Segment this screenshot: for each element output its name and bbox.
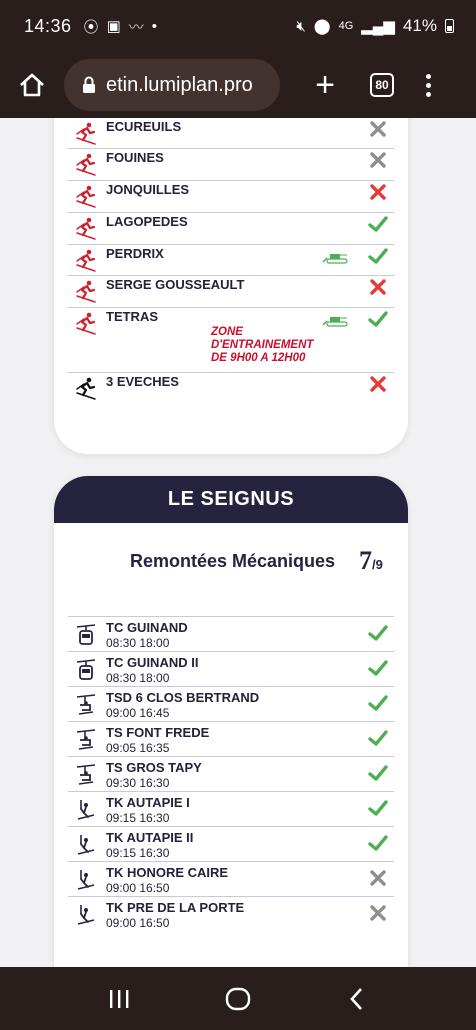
lifts-open-count: 7/9	[359, 546, 383, 575]
lift-row	[68, 756, 394, 791]
gondola-icon	[76, 659, 96, 681]
section-header: LE SEIGNUS	[54, 476, 408, 523]
piste-name: PERDRIX	[106, 246, 164, 261]
lift-name: TC GUINAND	[106, 620, 188, 635]
lift-row	[68, 651, 394, 686]
lock-icon	[82, 76, 96, 94]
lift-hours: 09:15 16:30	[106, 811, 170, 825]
lift-hours: 09:00 16:45	[106, 706, 170, 720]
skier-red-icon	[74, 152, 98, 176]
skier-red-icon	[74, 279, 98, 303]
dot-icon: •	[151, 17, 158, 35]
lift-row	[68, 721, 394, 756]
lift-hours: 09:05 16:35	[106, 741, 170, 755]
lift-name: TSD 6 CLOS BERTRAND	[106, 690, 260, 705]
battery-icon	[445, 19, 454, 33]
lift-hours: 08:30 18:00	[106, 636, 170, 650]
record-icon: ⦿	[83, 18, 99, 36]
lift-hours: 09:15 16:30	[106, 846, 170, 860]
recents-button[interactable]	[99, 979, 139, 1019]
location-icon: ⬤	[313, 18, 331, 35]
status-open-icon	[368, 693, 388, 713]
piste-row	[68, 373, 394, 405]
lift-name: TK HONORE CAIRE	[106, 865, 229, 880]
skier-red-icon	[74, 121, 98, 145]
le-seignus-card	[54, 476, 408, 967]
page-content	[0, 118, 476, 967]
network-type: 4G	[338, 20, 354, 32]
signal-icon: ▂▄▆	[361, 18, 395, 35]
draglift-icon	[76, 904, 96, 926]
status-closed-grey-icon	[368, 868, 388, 888]
piste-name: SERGE GOUSSEAULT	[106, 277, 245, 292]
draglift-icon	[76, 799, 96, 821]
chairlift-detach-icon	[76, 694, 96, 716]
more-menu-button[interactable]	[426, 74, 431, 97]
lift-name: TK AUTAPIE II	[106, 830, 194, 845]
mute-icon: 🔇︎	[296, 17, 306, 35]
piste-row	[68, 308, 394, 373]
lift-row	[68, 896, 394, 931]
status-open-icon	[368, 623, 388, 643]
new-tab-button[interactable]	[310, 68, 340, 102]
gondola-icon	[76, 624, 96, 646]
home-button[interactable]	[16, 69, 48, 101]
status-open-icon	[368, 763, 388, 783]
status-open-icon	[368, 309, 388, 329]
chairlift-icon	[76, 764, 96, 786]
piste-name: JONQUILLES	[106, 182, 190, 197]
draglift-icon	[76, 869, 96, 891]
piste-name: 3 EVECHES	[106, 374, 179, 389]
piste-row	[68, 181, 394, 213]
lift-hours: 09:00 16:50	[106, 881, 170, 895]
tab-switcher-button[interactable]: 80	[370, 73, 394, 97]
piste-row	[68, 245, 394, 276]
status-closed-grey-icon	[368, 119, 388, 139]
menu-dot-icon	[426, 74, 431, 79]
status-open-icon	[368, 246, 388, 266]
piste-row	[68, 149, 394, 181]
status-closed-grey-icon	[368, 903, 388, 923]
status-closed-icon	[368, 182, 388, 202]
status-bar	[0, 0, 476, 52]
home-nav-button[interactable]	[218, 979, 258, 1019]
chairlift-icon	[76, 729, 96, 751]
gallery-icon: ▣	[106, 18, 121, 35]
status-open-icon	[368, 214, 388, 234]
piste-row	[68, 276, 394, 308]
piste-name: TETRAS	[106, 309, 158, 324]
status-closed-icon	[368, 374, 388, 394]
skier-red-icon	[74, 248, 98, 272]
lift-name: TS GROS TAPY	[106, 760, 202, 775]
lift-hours: 09:30 16:30	[106, 776, 170, 790]
lift-hours: 09:00 16:50	[106, 916, 170, 930]
lift-hours: 08:30 18:00	[106, 671, 170, 685]
lift-row	[68, 791, 394, 826]
skier-red-icon	[74, 184, 98, 208]
home-circle-icon	[224, 985, 252, 1013]
home-icon	[18, 71, 46, 99]
lift-name: TK AUTAPIE I	[106, 795, 190, 810]
plus-icon: +	[315, 66, 335, 104]
skier-red-icon	[74, 216, 98, 240]
piste-name: FOUINES	[106, 150, 164, 165]
system-nav-bar	[0, 967, 476, 1030]
status-time: 14:36	[24, 15, 72, 36]
browser-toolbar	[0, 52, 476, 118]
status-open-icon	[368, 833, 388, 853]
back-icon	[345, 985, 369, 1013]
status-closed-grey-icon	[368, 150, 388, 170]
url-bar[interactable]	[64, 59, 280, 111]
lift-row	[68, 861, 394, 896]
battery-percent: 41%	[402, 16, 437, 35]
skier-black-icon	[74, 376, 98, 400]
groomer-icon	[322, 314, 350, 326]
status-open-icon	[368, 728, 388, 748]
piste-row	[68, 118, 394, 149]
piste-row	[68, 213, 394, 245]
piste-note: ZONE D'ENTRAINEMENT DE 9H00 A 12H00	[211, 326, 314, 364]
status-closed-icon	[368, 277, 388, 297]
pistes-card	[54, 118, 408, 454]
skier-red-icon	[74, 311, 98, 335]
draglift-icon	[76, 834, 96, 856]
lifts-title: Remontées Mécaniques	[130, 551, 336, 571]
status-open-icon	[368, 658, 388, 678]
lift-name: TC GUINAND II	[106, 655, 199, 670]
groomer-icon	[322, 251, 350, 263]
recents-icon	[106, 987, 132, 1011]
lift-name: TK PRE DE LA PORTE	[106, 900, 245, 915]
activity-icon: 〰	[128, 18, 144, 36]
lift-row	[68, 616, 394, 651]
lift-row	[68, 686, 394, 721]
piste-name: ECUREUILS	[106, 119, 182, 134]
url-text: etin.lumiplan.pro	[106, 73, 253, 96]
piste-name: LAGOPEDES	[106, 214, 188, 229]
back-button[interactable]	[337, 979, 377, 1019]
status-open-icon	[368, 798, 388, 818]
lift-row	[68, 826, 394, 861]
lift-name: TS FONT FREDE	[106, 725, 210, 740]
